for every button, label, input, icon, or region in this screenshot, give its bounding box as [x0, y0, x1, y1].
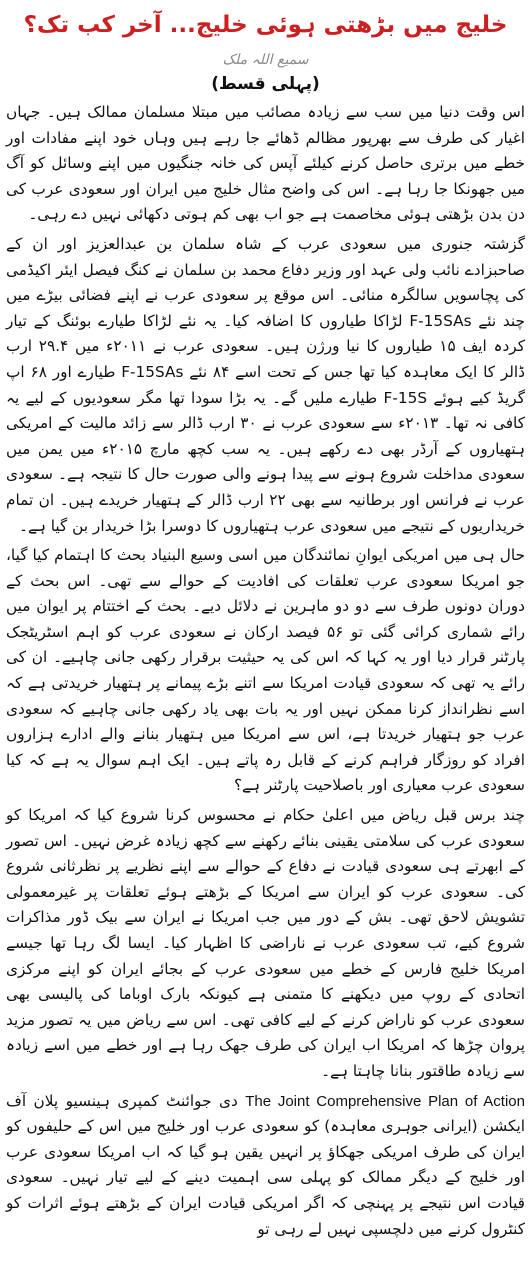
headline: خلیج میں بڑھتی ہوئی خلیج... آخر کب تک؟	[23, 12, 508, 38]
author-byline: سمیع اللہ ملک	[222, 52, 309, 68]
paragraph: اس وقت دنیا میں سب سے زیادہ مصائب میں مبتلا مسلمان ممالک ہیں۔ جہاں اغیار کی طرف سے بھرپور مظالم ڈھائے جا رہے ہیں وہاں خود اپنے مفادات اور خطے میں برتری حاصل کرنے کیلئے آپس کی خانہ جنگیوں میں اپنے وسائل کو آگ میں جھونکا جا رہا ہے۔ اس کی واضح مثال خلیج میں ایران اور سعودی عرب کی دن بدن بڑھتی ہوئی مخاصمت ہے جو اب بھی کم ہوتی دکھائی نہیں دے رہی۔	[6, 103, 525, 224]
paragraph-text: دی جوائنٹ کمپری ہینسیو پلان آف ایکشن (ایرانی جوہری معاہدہ) کو سعودی عرب اور خلیج میں اس کے حلیفوں کو ایران کی طرف امریکی جھکاؤ پر انہیں یقین ہو گیا کہ اب امریکا سعودی عرب اور خلیج کے دیگر ممالک کو پہلی سی اہمیت دینے کے لیے تیار نہیں۔ سعودی قیادت اس نتیجے پر پہنچی کہ اگر امریکی قیادت ایران کے بڑھتے ہوئے اثرات کو کنٹرول کرنے میں دلچسپی نہیں لے رہی تو	[6, 1091, 525, 1238]
part-label: (پہلی قسط)	[211, 74, 320, 94]
article-page	[0, 8, 529, 1266]
paragraph: چند برس قبل ریاض میں اعلیٰ حکام نے محسوس کرنا شروع کیا کہ امریکا کو سعودی عرب کی سلامتی یقینی بنائے رکھنے سے کچھ زیادہ غرض نہیں۔ اس تصور کے ابھرتے ہی سعودی قیادت نے دفاع کے حوالے سے اپنے نظریے پر نظرثانی شروع کی۔ سعودی عرب کو ایران سے امریکا کے بڑھتے ہوئے تعلقات پر غیرمعمولی تشویش لاحق تھی۔ بش کے دور میں جب امریکا نے ایران سے بیک ڈور مذاکرات شروع کیے، تب سعودی عرب نے ناراضی کا اظہار کیا۔ ایسا لگ رہا تھا جیسے امریکا خلیج فارس کے خطے میں سعودی عرب کے بجائے ایران کو اپنے مرکزی اتحادی کے روپ میں دیکھنے کا متمنی ہے کیونکہ بارک اوباما کی پالیسی بھی سعودی عرب کو ناراض کرنے کے لیے کافی تھی۔ اس سے ریاض میں یہ تصور مزید پروان چڑھا کہ امریکا اب ایران کی طرف جھک رہا ہے اور خطے میں اسے زیادہ سے زیادہ طاقتور بنانا چاہتا ہے۔	[6, 806, 525, 1080]
paragraph-mixed	[6, 1089, 525, 1243]
paragraph: گزشتہ جنوری میں سعودی عرب کے شاہ سلمان بن عبدالعزیز اور ان کے صاحبزادے نائب ولی عہد اور وزیر دفاع محمد بن سلمان نے کنگ فیصل ایئر اکیڈمی کی پچاسویں سالگرہ منائی۔ اس موقع پر سعودی عرب نے اپنے فضائی بیڑے میں چند نئے F-15SAs لڑاکا طیاروں کا اضافہ کیا۔ یہ نئے لڑاکا طیارے بوئنگ کے تیار کردہ ایف ۱۵ طیاروں کا نیا ورژن ہیں۔ سعودی عرب نے ۲۰۱۱ء میں ۲۹.۴ ارب ڈالر کا ایک معاہدہ کیا تھا جس کے تحت اسے ۸۴ نئے F-15SAs طیارے اور ۶۸ اپ گریڈ کیے ہوئے F-15S طیارے ملیں گے۔ یہ بڑا سودا تھا مگر سعودیوں کے لیے یہ کافی نہ تھا۔ ۲۰۱۳ء سے سعودی عرب نے ۳۰ ارب ڈالر سے زائد مالیت کے امریکی ہتھیاروں کے آرڈر بھی دے رکھے ہیں۔ یہ سب کچھ مارچ ۲۰۱۵ء میں یمن میں سعودی مداخلت شروع ہونے سے پیدا ہونے والی صورت حال کا نتیجہ ہے۔ سعودی عرب نے فرانس اور برطانیہ سے بھی ۲۲ ارب ڈالر کے ہتھیار خریدے ہیں۔ ان تمام خریداریوں کے نتیجے میں سعودی عرب ہتھیاروں کا دوسرا بڑا خریدار بن گیا ہے۔	[6, 234, 526, 535]
paragraph: حال ہی میں امریکی ایوانِ نمائندگان میں اسی وسیع البنیاد بحث کا اہتمام کیا گیا، جو امریکا سعودی عرب تعلقات کی افادیت کے حوالے سے تھی۔ اس بحث کے دوران دونوں طرف سے دو دو ماہرین نے دلائل دیے۔ بحث کے اختتام پر ایوان میں رائے شماری کرائی گئی تو ۵۶ فیصد ارکان نے سعودی عرب کو اہم اسٹریٹجک پارٹنر قرار دیا اور یہ کہا کہ اس کی یہ حیثیت برقرار رکھی جانی چاہیے۔ ان کی رائے یہ تھی کہ سعودی قیادت امریکا سے اتنے بڑے پیمانے پر ہتھیار خریدتی ہے کہ اسے نظرانداز کرنا ممکن نہیں اور یہ بات بھی یاد رکھی جانی چاہیے کہ سعودی عرب جو ہتھیار خریدتا ہے، اس سے امریکا میں ہتھیار بنانے والے ادارے ہزاروں افراد کو روزگار فراہم کرنے کے قابل رہ پاتے ہیں۔ ایک اہم سوال یہ ہے کہ کیا سعودی عرب معیاری اور باصلاحیت پارٹنر ہے؟	[6, 546, 526, 795]
article-body	[6, 100, 525, 1242]
english-term: The Joint Comprehensive Plan of Action	[245, 1092, 525, 1110]
